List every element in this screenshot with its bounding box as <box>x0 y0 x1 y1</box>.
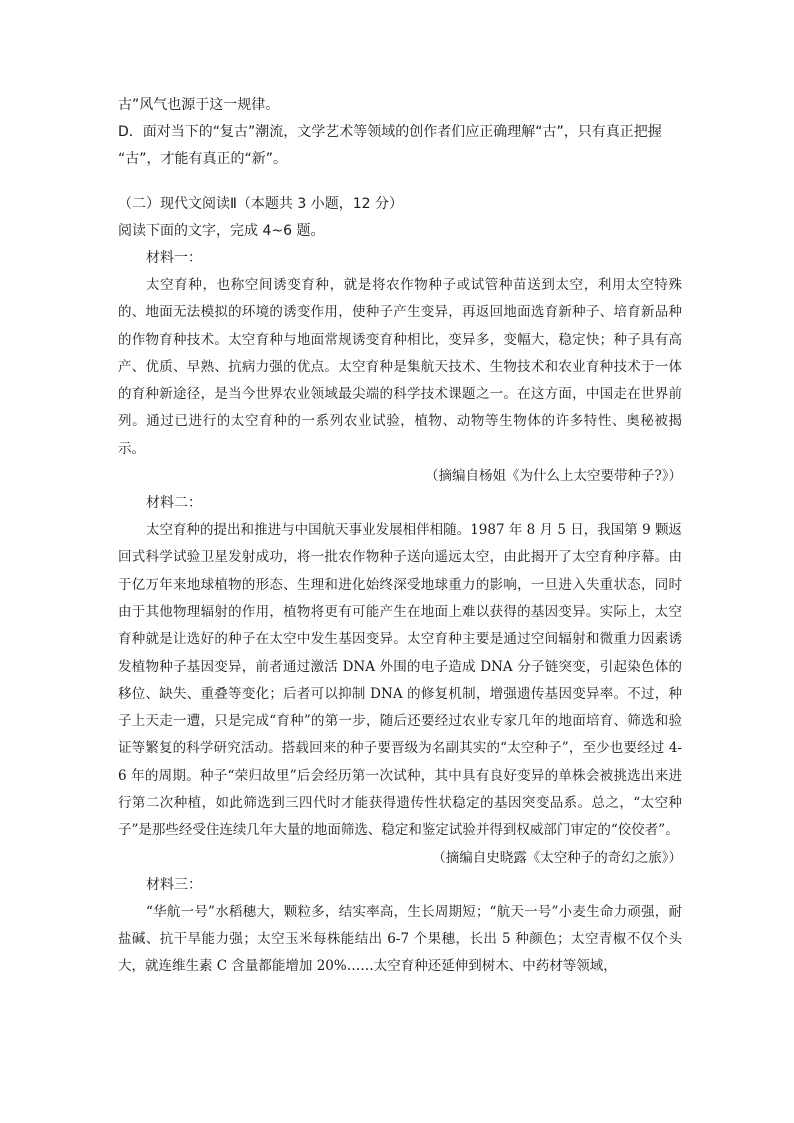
section-heading: （二）现代文阅读Ⅱ（本题共 3 小题，12 分） <box>118 196 403 212</box>
section-instruction: 阅读下面的文字，完成 4~6 题。 <box>118 223 325 239</box>
material3-text: “华航一号”水稻穗大，颗粒多，结实率高，生长周期短；“航天一号”小麦生命力顽强，耐盐碱、抗干旱能力强；太空玉米每株能结出 6-7 个果穗，长出 5 种颜色；太空青椒不仅个头大，就连维生素 C 含量都能增加 20%……太空育种还延伸到树木、中药材等领域， <box>118 903 682 975</box>
option-d-line1: D．面对当下的“复古”潮流，文学艺术等领域的创作者们应正确理解“古”，只有真正把握 <box>118 124 662 140</box>
previous-option-c-tail: 古”风气也源于这一规律。 <box>118 97 280 113</box>
material1-label: 材料一： <box>146 250 202 266</box>
option-d-line2: “古”，才能有真正的“新”。 <box>118 151 288 167</box>
document-page <box>118 92 682 981</box>
material2-text: 太空育种的提出和推进与中国航天事业发展相伴相随。1987 年 8 月 5 日，我国第 9 颗返回式科学试验卫星发射成功，将一批农作物种子送向遥远太空，由此揭开了太空育种序幕。由于亿万年来地球植物的形态、生理和进化始终深受地球重力的影响，一旦进入失重状态，同时由于其他物理辐射的作用，植物将更有可能产生在地面上难以获得的基因变异。实际上，太空育种就是让选好的种子在太空中发生基因变异。太空育种主要是通过空间辐射和微重力因素诱发植物种子基因变异，前者通过激活 DNA 外围的电子造成 DNA 分子链突变，引起染色体的移位、缺失、重叠等变化；后者可以抑制 DNA 的修复机制，增强遗传基因变异率。不过，种子上天走一遭，只是完成“育种”的第一步，随后还要经过农业专家几年的地面培育、筛选和验证等繁复的科学研究活动。搭载回来的种子要晋级为名副其实的“太空种子”，至少也要经过 4-6 年的周期。种子“荣归故里”后会经历第一次试种，其中具有良好变异的单株会被挑选出来进行第二次种植，如此筛选到三四代时才能获得遗传性状稳定的基因突变品系。总之，“太空种子”是那些经受住连续几年大量的地面筛选、稳定和鉴定试验并得到权威部门审定的“佼佼者”。 <box>118 522 682 839</box>
material3-label: 材料三： <box>146 876 202 893</box>
material2-source: （摘编自史晓露《太空种子的奇幻之旅》） <box>432 849 682 866</box>
section-gap <box>118 173 682 191</box>
material1-text: 太空育种，也称空间诱变育种，就是将农作物种子或试管种苗送到太空，利用太空特殊的、地面无法模拟的环境的诱变作用，使种子产生变异，再返回地面选育新种子、培育新品种的作物育种技术。太空育种与地面常规诱变育种相比，变异多，变幅大，稳定快；种子具有高产、优质、早熟、抗病力强的优点。太空育种是集航天技术、生物技术和农业育种技术于一体的育种新途径，是当今世界农业领域最尖端的科学技术课题之一。在这方面，中国走在世界前列。通过已进行的太空育种的一系列农业试验，植物、动物等生物体的许多特性、奥秘被揭示。 <box>118 277 682 457</box>
material1-source: （摘编自杨姐《为什么上太空要带种子?》） <box>425 468 682 485</box>
material2-label: 材料二： <box>146 495 202 512</box>
